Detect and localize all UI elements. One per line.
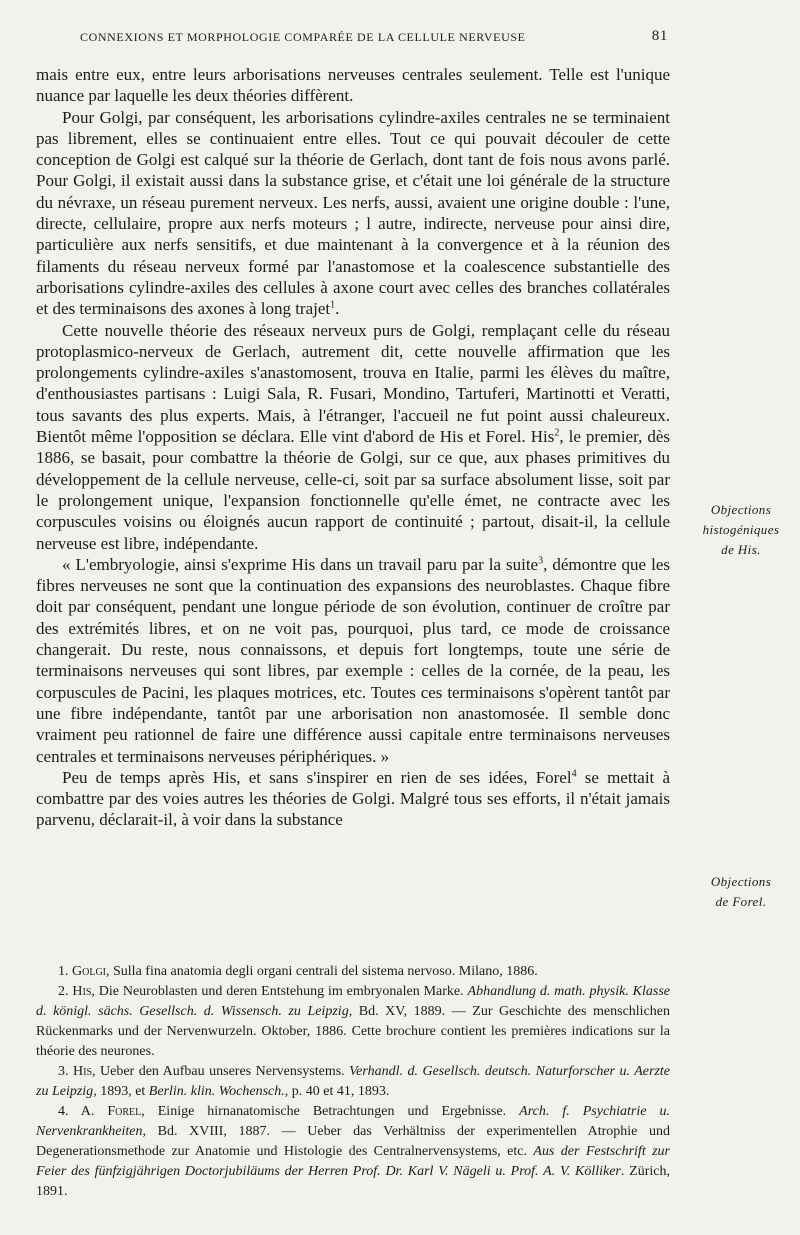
footnote-3: 3. His, Ueber den Aufbau unseres Nervensystems. Verhandl. d. Gesellsch. deutsch. Naturforscher u. Aerzte zu Leipzig, 1893, et Berlin. klin. Wochensch., p. 40 et 41, 1893. [36, 1064, 671, 1099]
running-header [60, 26, 680, 48]
margin-note-his: Objections histogéniques de His. [702, 502, 780, 557]
footnote-1: 1. Golgi, Sulla fina anatomia degli organi centrali del sistema nervoso. Milano, 1886. [58, 964, 538, 979]
main-text [36, 64, 670, 831]
footnote-ref-2: 2 [554, 427, 560, 439]
footnote-ref-4: 4 [571, 768, 577, 780]
paragraph-5: Peu de temps après His, et sans s'inspirer en rien de ses idées, Forel$^4$ se mettait à combattre par des voies autres les théories de Golgi. Malgré tous ses efforts, il n'était jamais parvenu, déclarait-il, à voir dans la substance [36, 767, 670, 830]
paragraph-2: Pour Golgi, par conséquent, les arborisations cylindre-axiles centrales ne se terminaient pas librement, elles se continuaient entre elles. Tout ce qui pouvait découler de cette conception de Golgi est calqué sur la théorie de Gerlach, dont tant de fois nous avons parlé. Pour Golgi, il existait aussi dans la substance grise, et c'était une loi générale de la structure du névraxe, un réseau purement nerveux. Les nerfs, aussi, avaient une origine double : l'une, directe, cellulaire, propre aux nerfs moteurs ; l autre, indirecte, nerveuse pour ainsi dire, particulière aux nerfs sensitifs, et due maintenant à la convergence et à la réunion des filaments du réseau nerveux formé par l'anastomose et la coalescence substantielle des arborisations cylindre-axiles des cellules à axone court avec celles des branches collatérales et des terminaisons des axones à long trajet$^1$. [36, 107, 670, 319]
paragraph-1: mais entre eux, entre leurs arborisations nerveuses centrales seulement. Telle est l'unique nuance par laquelle les deux théories diffèrent. [36, 65, 670, 106]
footnote-4: 4. A. Forel, Einige hirnanatomische Betrachtungen und Ergebnisse. Arch. f. Psychiatrie u. Nervenkrankheiten, Bd. XVIII, 1887. — Ueber das Verhältniss der experimentellen Atrophie und Degenerationsmethode zur Anatomie und Histologie des Centralnervensystems, etc. Aus der Festschrift zur Feier des fünfzigjährigen Doctorjubiläums der Herren Prof. Dr. Karl V. Nägeli u. Prof. A. V. Kölliker. Zürich, 1891. [36, 1104, 670, 1199]
footnote-ref-3: 3 [538, 555, 544, 567]
footnotes [36, 962, 670, 1202]
footnote-2: 2. His, Die Neuroblasten und deren Entstehung im embryonalen Marke. Abhandlung d. math. physik. Klasse d. königl. sächs. Gesellsch. d. Wissensch. zu Leipzig, Bd. XV, 1889. — Zur Geschichte des menschlichen Rückenmarks und der Nervenwurzeln. Oktober, 1886. Cette brochure contient les premières indications sur la théorie des neurones. [36, 984, 671, 1059]
footnote-ref-1: 1 [330, 299, 336, 311]
page-number: 81 [651, 28, 668, 44]
paragraph-3: Cette nouvelle théorie des réseaux nerveux purs de Golgi, remplaçant celle du réseau protoplasmico-nerveux de Gerlach, autrement dit, cette nouvelle affirmation que les prolongements cylindre-axiles s'anastomosent, trouva en Italie, parmi les élèves du maître, d'enthousiastes partisans : Luigi Sala, R. Fusari, Mondino, Tartuferi, Martinotti et Veratti, tous savants des plus experts. Mais, à l'étranger, l'accueil ne fut point aussi chaleureux. Bientôt même l'opposition se déclara. Elle vint d'abord de His et Forel. His$^2$, le premier, dès 1886, se basait, pour combattre la théorie de Golgi, sur ce que, aux phases primitives du développement de la cellule nerveuse, celle-ci, soit par sa surface absolument lisse, soit par le prolongement unique, l'expansion fonctionnelle qu'elle émet, ne contracte avec les corpuscules voisins ou éloignés aucun rapport de continuité ; partout, disait-il, la cellule nerveuse est libre, indépendante. [36, 320, 670, 553]
paragraph-4: « L'embryologie, ainsi s'exprime His dans un travail paru par la suite$^3$, démontre que les fibres nerveuses ne sont que la continuation des expansions des neuroblastes. Chaque fibre doit par conséquent, pendant une longue période de son évolution, continuer de croître par des extrémités libres, et on ne voit pas, pourquoi, plus tard, ce mode de croissance changerait. Du reste, nous connaissons, et depuis fort longtemps, toute une série de terminaisons nerveuses qui sont libres, par exemple : celles de la cornée, de la peau, les corpuscules de Pacini, les plaques motrices, etc. Toutes ces terminaisons s'opèrent tantôt par une fibre indépendante, tantôt par une arborisation non anastomosée. Il semble donc vraiment peu rationnel de faire une différence aussi capitale entre terminaisons nerveuses centrales et terminaisons nerveuses périphériques. » [36, 554, 670, 766]
margin-note-forel: Objections de Forel. [710, 874, 772, 909]
running-title: CONNEXIONS ET MORPHOLOGIE COMPARÉE DE LA CELLULE NERVEUSE [80, 30, 526, 44]
